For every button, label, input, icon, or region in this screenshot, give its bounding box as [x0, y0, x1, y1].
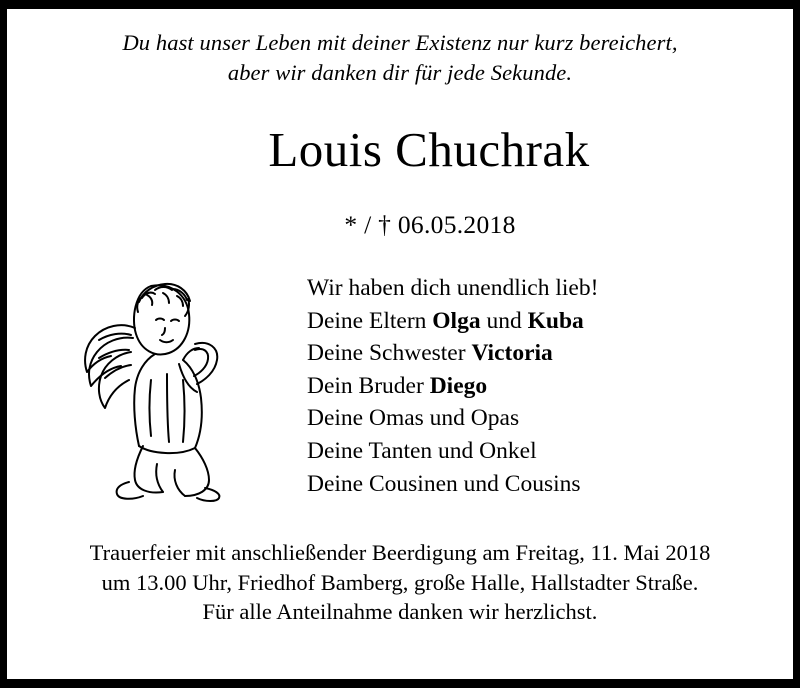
motto-line-2: aber wir danken dir für jede Sekunde. — [227, 59, 573, 85]
obituary-inner — [7, 9, 793, 679]
praying-angel-icon — [59, 268, 239, 508]
family-line-cousins: Deine Cousinen und Cousins — [307, 470, 581, 497]
deceased-name: Louis Chuchrak — [268, 121, 590, 177]
family-opening: Wir haben dich unendlich lieb! — [307, 274, 599, 301]
family-prefix: Deine Schwester — [307, 340, 472, 367]
family-prefix: Deine Eltern — [307, 307, 433, 334]
family-name-diego: Diego — [429, 372, 488, 399]
family-line-aunts-uncles: Deine Tanten und Onkel — [307, 438, 537, 465]
funeral-line-1: Trauerfeier mit anschließender Beerdigung am Freitag, 11. Mai 2018 — [89, 539, 711, 565]
memorial-motto — [7, 9, 793, 88]
family-name-olga: Olga — [432, 307, 481, 334]
family-line-sister — [307, 337, 598, 370]
family-line-parents — [307, 305, 598, 338]
funeral-information — [7, 538, 793, 627]
family-name-kuba: Kuba — [527, 307, 584, 334]
motto-line-1: Du hast unser Leben mit deiner Existenz nur kurz bereichert, — [122, 30, 678, 55]
funeral-line-3: Für alle Anteilnahme danken wir herzlichst. — [202, 599, 598, 625]
middle-section — [7, 266, 793, 534]
family-line-grandparents: Deine Omas und Opas — [307, 405, 520, 432]
family-prefix: Dein Bruder — [307, 372, 430, 399]
funeral-line-2: um 13.00 Uhr, Friedhof Bamberg, große Halle, Hallstadter Straße. — [101, 569, 699, 595]
family-conjunction: und — [480, 307, 528, 334]
life-dates — [7, 210, 793, 240]
family-line-brother — [307, 370, 598, 403]
family-message — [307, 272, 598, 501]
dates-text: * / † 06.05.2018 — [344, 209, 516, 239]
family-name-victoria: Victoria — [471, 340, 553, 367]
